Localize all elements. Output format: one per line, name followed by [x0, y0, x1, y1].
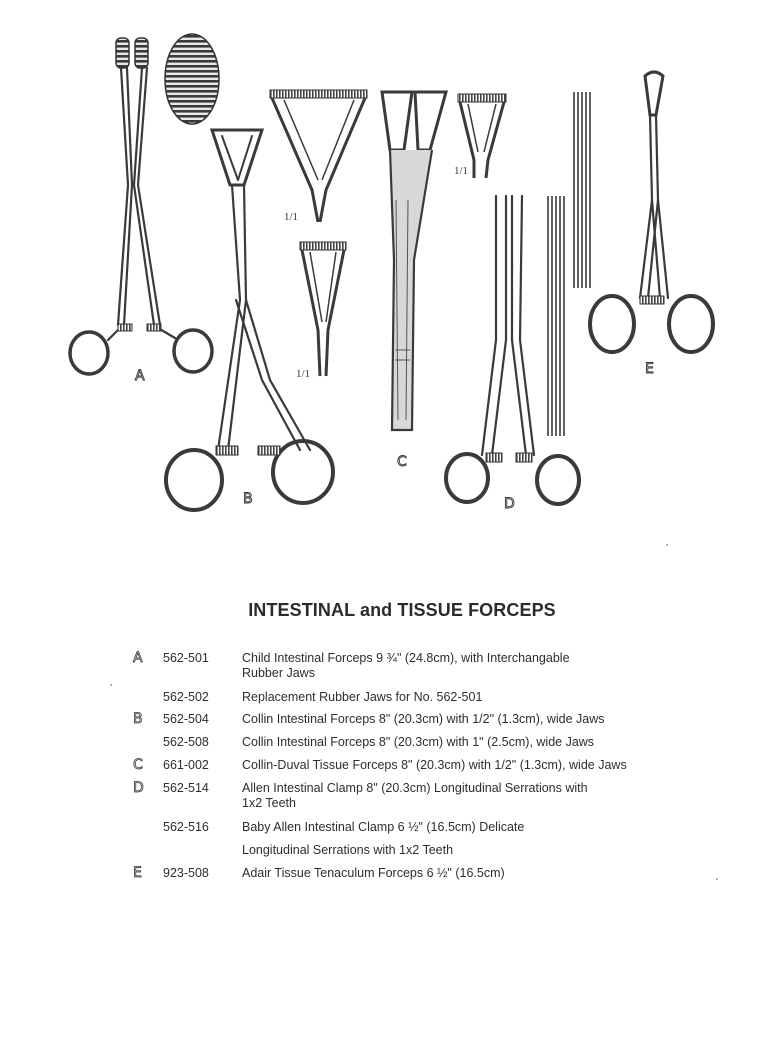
item-description: Longitudinal Serrations with 1x2 Teeth [242, 843, 454, 857]
rubber-jaw-drawing [165, 34, 219, 124]
figure-label-e: E [645, 361, 654, 377]
clamp-d-jaw-detail [548, 92, 590, 436]
figure-label-a: A [135, 368, 145, 384]
item-description: Child Intestinal Forceps 9 ¾" (24.8cm), with Interchangable Rubber Jaws [242, 651, 570, 680]
item-code: 923-508 [163, 866, 209, 880]
jaw-scale-3: 1/1 [454, 165, 469, 177]
row-letter: B [133, 711, 143, 727]
item-code: 562-508 [163, 735, 209, 749]
clamp-d-drawing [446, 196, 579, 504]
jaw-detail-small [300, 242, 346, 376]
item-description: Collin Intestinal Forceps 8" (20.3cm) with 1" (2.5cm), wide Jaws [242, 735, 595, 749]
figure-label-b: B [243, 491, 253, 507]
figure-label-c: C [397, 454, 407, 470]
item-code: 661-002 [163, 758, 209, 772]
forceps-b-drawing [166, 130, 333, 510]
row-letter: C [133, 757, 143, 773]
item-code: 562-516 [163, 820, 209, 834]
item-code: 562-504 [163, 712, 209, 726]
item-code: 562-502 [163, 690, 209, 704]
row-letter: A [133, 650, 143, 666]
item-description: Replacement Rubber Jaws for No. 562-501 [242, 690, 483, 704]
item-code: 562-501 [163, 651, 209, 665]
jaw-detail-large [270, 90, 367, 222]
row-letter: E [133, 865, 142, 881]
jaw-scale-2: 1/1 [296, 368, 311, 380]
jaw-scale-1: 1/1 [284, 211, 299, 223]
scan-speck [666, 544, 668, 546]
catalog-title: INTESTINAL and TISSUE FORCEPS [248, 600, 556, 620]
item-description: Collin-Duval Tissue Forceps 8" (20.3cm) with 1/2" (1.3cm), wide Jaws [242, 758, 627, 772]
forceps-c-drawing [382, 92, 446, 430]
item-description: Adair Tissue Tenaculum Forceps 6 ½" (16.5cm) [242, 866, 505, 880]
item-description: Collin Intestinal Forceps 8" (20.3cm) with 1/2" (1.3cm), wide Jaws [242, 712, 605, 726]
forceps-e-drawing [590, 72, 713, 352]
item-description: Baby Allen Intestinal Clamp 6 ½" (16.5cm) Delicate [242, 820, 525, 834]
row-letter: D [133, 780, 144, 796]
figure-label-d: D [504, 496, 515, 512]
item-description: Allen Intestinal Clamp 8" (20.3cm) Longitudinal Serrations with 1x2 Teeth [242, 781, 588, 810]
item-code: 562-514 [163, 781, 209, 795]
scan-speck [716, 878, 718, 880]
scan-speck [110, 684, 112, 686]
